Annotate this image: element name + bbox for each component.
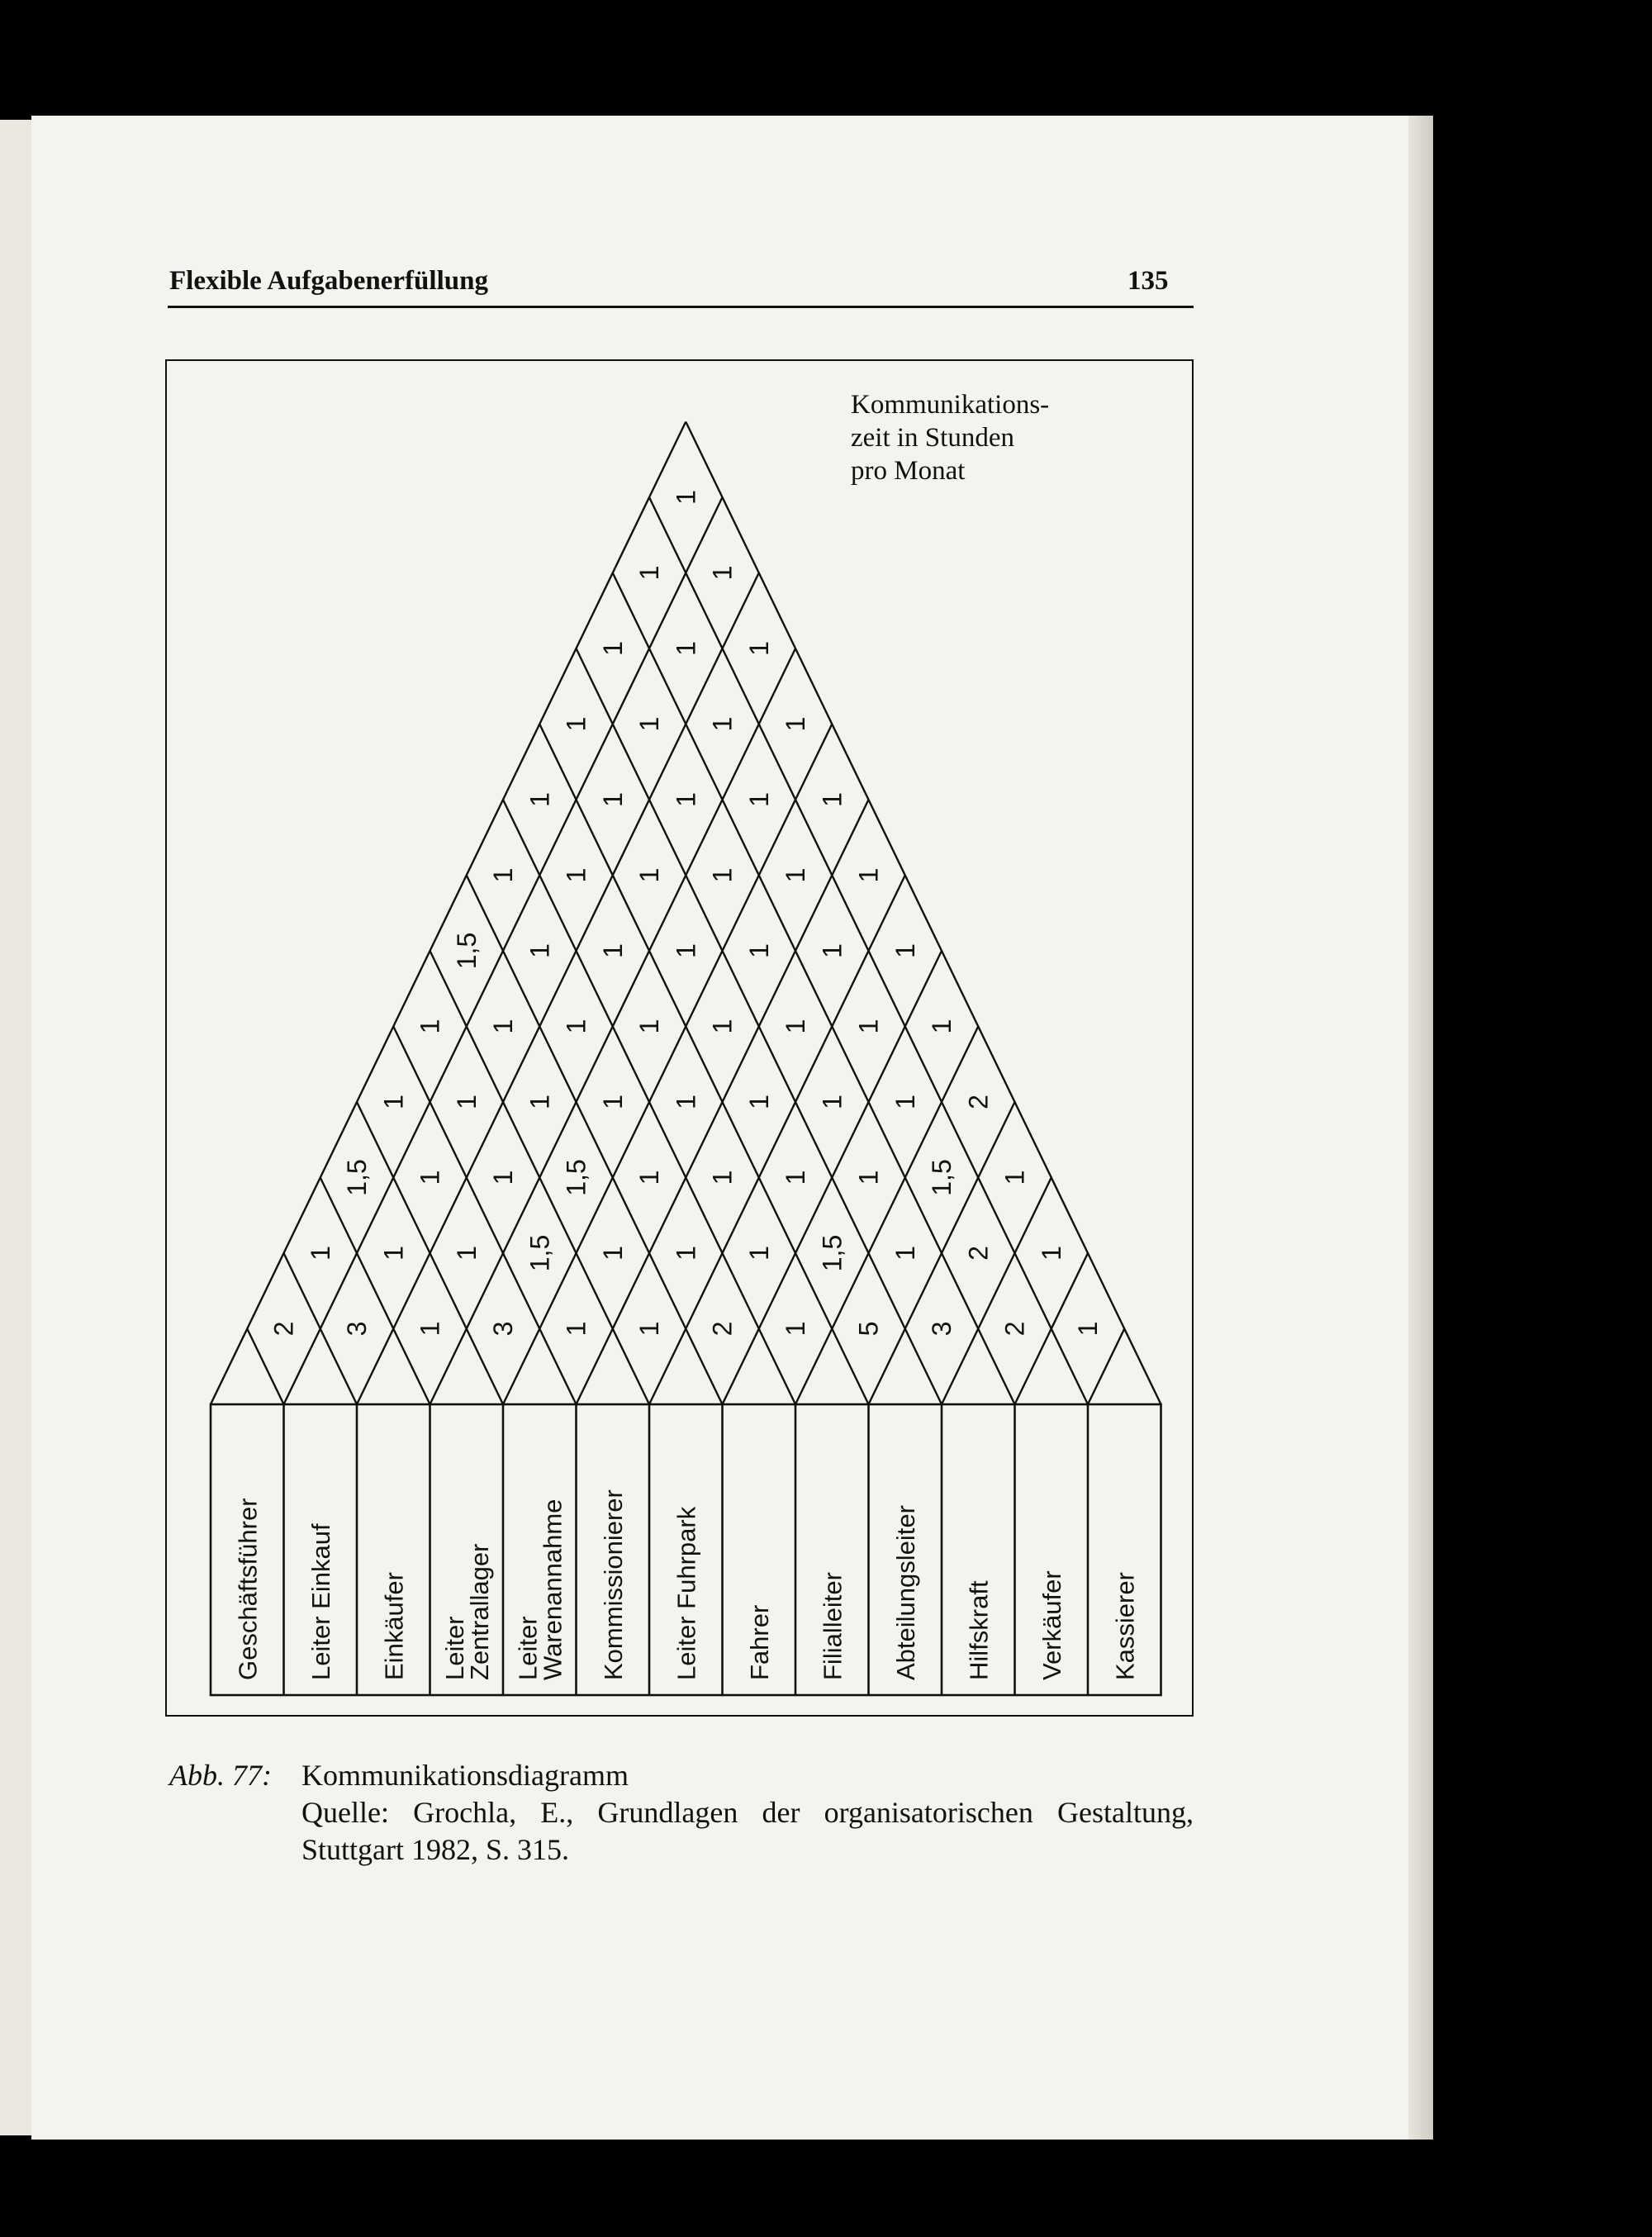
matrix-cell-value: 1 xyxy=(488,1019,518,1034)
matrix-cell-value: 1 xyxy=(671,490,701,505)
caption-label: Abb. 77: xyxy=(169,1759,272,1792)
matrix-cell-value: 1 xyxy=(671,792,701,807)
matrix-cell-value: 1 xyxy=(817,943,847,958)
matrix-cell-value: 1 xyxy=(671,641,701,656)
matrix-cell-value: 1 xyxy=(781,1170,810,1185)
lattice-line-left xyxy=(539,724,868,1405)
matrix-cell-value: 1 xyxy=(817,1095,847,1109)
matrix-cell-value: 5 xyxy=(853,1321,884,1337)
matrix-cell-value: 1 xyxy=(671,1246,701,1261)
matrix-cell-value: 1,5 xyxy=(342,1159,372,1196)
lattice-line-left xyxy=(613,573,1015,1405)
matrix-cell-value: 1 xyxy=(525,1095,555,1109)
legend-text: Kommunikations- zeit in Stunden pro Monat xyxy=(851,390,1050,486)
matrix-cell-value: 1 xyxy=(597,1095,628,1109)
matrix-cell-value: 1 xyxy=(561,1321,591,1337)
matrix-cell-value: 1 xyxy=(1036,1246,1066,1261)
role-label: Fahrer xyxy=(744,1604,774,1680)
matrix-cell-value: 1 xyxy=(781,1321,810,1337)
matrix-cell-value: 1 xyxy=(525,943,555,958)
matrix-cell-value: 1 xyxy=(707,1019,738,1034)
matrix-cell-value: 1 xyxy=(634,867,664,883)
matrix-cell-value: 1 xyxy=(999,1170,1030,1185)
running-title: Flexible Aufgabenerfüllung xyxy=(169,266,488,296)
matrix-cell-value: 2 xyxy=(963,1095,994,1109)
matrix-cell-value: 1 xyxy=(743,1246,774,1261)
matrix-cell-value: 3 xyxy=(342,1321,372,1337)
role-label: LeiterWarenannahme xyxy=(513,1498,567,1680)
matrix-cell-value: 2 xyxy=(268,1321,299,1337)
lattice-line-right xyxy=(1088,1329,1124,1405)
matrix-cell-value: 1 xyxy=(671,1095,701,1109)
matrix-cell-value: 3 xyxy=(927,1321,957,1337)
role-label: Kommissionierer xyxy=(598,1489,628,1680)
matrix-cell-value: 1 xyxy=(671,943,701,958)
matrix-cell-value: 1 xyxy=(597,792,628,807)
matrix-cell-value: 1 xyxy=(853,1170,884,1185)
matrix-cell-value: 1 xyxy=(890,943,920,958)
role-label: Abteilungsleiter xyxy=(890,1505,920,1680)
matrix-cell-value: 1,5 xyxy=(561,1159,591,1196)
matrix-cell-value: 1 xyxy=(488,1170,518,1185)
matrix-cell-value: 1 xyxy=(378,1246,409,1261)
matrix-cell-value: 1 xyxy=(378,1095,409,1109)
matrix-cell-value: 1 xyxy=(597,1246,628,1261)
lattice-line-left xyxy=(320,1178,430,1405)
matrix-cell-value: 1 xyxy=(634,1019,664,1034)
lattice-line-right xyxy=(357,573,759,1405)
matrix-cell-value: 1 xyxy=(634,565,664,581)
role-label: LeiterZentrallager xyxy=(439,1543,494,1680)
matrix-cell-value: 1 xyxy=(743,792,774,807)
matrix-cell-value: 1 xyxy=(781,1019,810,1034)
matrix-cell-value: 2 xyxy=(707,1321,738,1337)
matrix-cell-value: 1 xyxy=(927,1019,957,1034)
matrix-cell-value: 1 xyxy=(707,565,738,581)
matrix-cell-value: 1 xyxy=(597,641,628,656)
matrix-cell-value: 1 xyxy=(743,1095,774,1109)
matrix-cell-value: 1 xyxy=(743,943,774,958)
matrix-cell-value: 1 xyxy=(890,1246,920,1261)
matrix-cell-value: 1,5 xyxy=(451,932,482,970)
matrix-cell-value: 1 xyxy=(634,1170,664,1185)
role-label: Hilfskraft xyxy=(964,1580,994,1680)
matrix-cell-value: 1 xyxy=(561,1019,591,1034)
matrix-cell-value: 1,5 xyxy=(525,1234,555,1272)
role-label: Geschäftsführer xyxy=(233,1498,263,1680)
caption-source: Quelle: Grochla, E., Grundlagen der organisatorischen Gestaltung, Stuttgart 1982, S. 315. xyxy=(301,1796,1194,1866)
lattice-line-left xyxy=(393,1027,576,1405)
matrix-cell-value: 1 xyxy=(415,1170,445,1185)
matrix-cell-value: 1 xyxy=(781,716,810,732)
lattice-line-left xyxy=(247,1329,283,1405)
matrix-cell-value: 3 xyxy=(488,1321,518,1337)
role-label: Leiter Fuhrpark xyxy=(672,1506,701,1680)
matrix-cell-value: 1 xyxy=(451,1095,482,1109)
matrix-cell-value: 1 xyxy=(1073,1321,1103,1337)
role-label: Verkäufer xyxy=(1037,1570,1066,1680)
role-label: Filialleiter xyxy=(818,1572,847,1680)
matrix-cell-value: 1 xyxy=(415,1321,445,1337)
matrix-cell-value: 1 xyxy=(707,716,738,732)
lattice-line-right xyxy=(942,1178,1051,1405)
matrix-cell-value: 1 xyxy=(561,867,591,883)
matrix-cell-value: 2 xyxy=(963,1246,994,1261)
lattice-line-right xyxy=(795,1027,978,1405)
matrix-cell-value: 1 xyxy=(597,943,628,958)
lattice-line-right xyxy=(503,724,832,1405)
matrix-cell-value: 1,5 xyxy=(817,1234,847,1272)
page-number: 135 xyxy=(1127,266,1169,296)
matrix-cell-value: 1 xyxy=(634,1321,664,1337)
matrix-cell-value: 1 xyxy=(305,1246,335,1261)
matrix-cell-value: 2 xyxy=(999,1321,1030,1337)
caption-title: Kommunikationsdiagramm xyxy=(301,1759,629,1792)
role-label: Kassierer xyxy=(1110,1572,1140,1680)
matrix-cell-value: 1 xyxy=(853,867,884,883)
matrix-cell-value: 1 xyxy=(561,716,591,732)
matrix-cell-value: 1 xyxy=(525,792,555,807)
matrix-cell-value: 1 xyxy=(817,792,847,807)
matrix-cell-value: 1 xyxy=(488,867,518,883)
matrix-cell-value: 1 xyxy=(415,1019,445,1034)
role-label: Leiter Einkauf xyxy=(306,1523,335,1680)
matrix-cell-value: 1 xyxy=(707,867,738,883)
role-label: Einkäufer xyxy=(379,1572,409,1680)
matrix-cell-value: 1 xyxy=(707,1170,738,1185)
matrix-cell-value: 1 xyxy=(781,867,810,883)
matrix-cell-value: 1,5 xyxy=(927,1159,957,1196)
matrix-cell-value: 1 xyxy=(890,1095,920,1109)
matrix-cell-value: 1 xyxy=(853,1019,884,1034)
matrix-cell-value: 1 xyxy=(451,1246,482,1261)
matrix-cell-value: 1 xyxy=(743,641,774,656)
matrix-cell-value: 1 xyxy=(634,716,664,732)
